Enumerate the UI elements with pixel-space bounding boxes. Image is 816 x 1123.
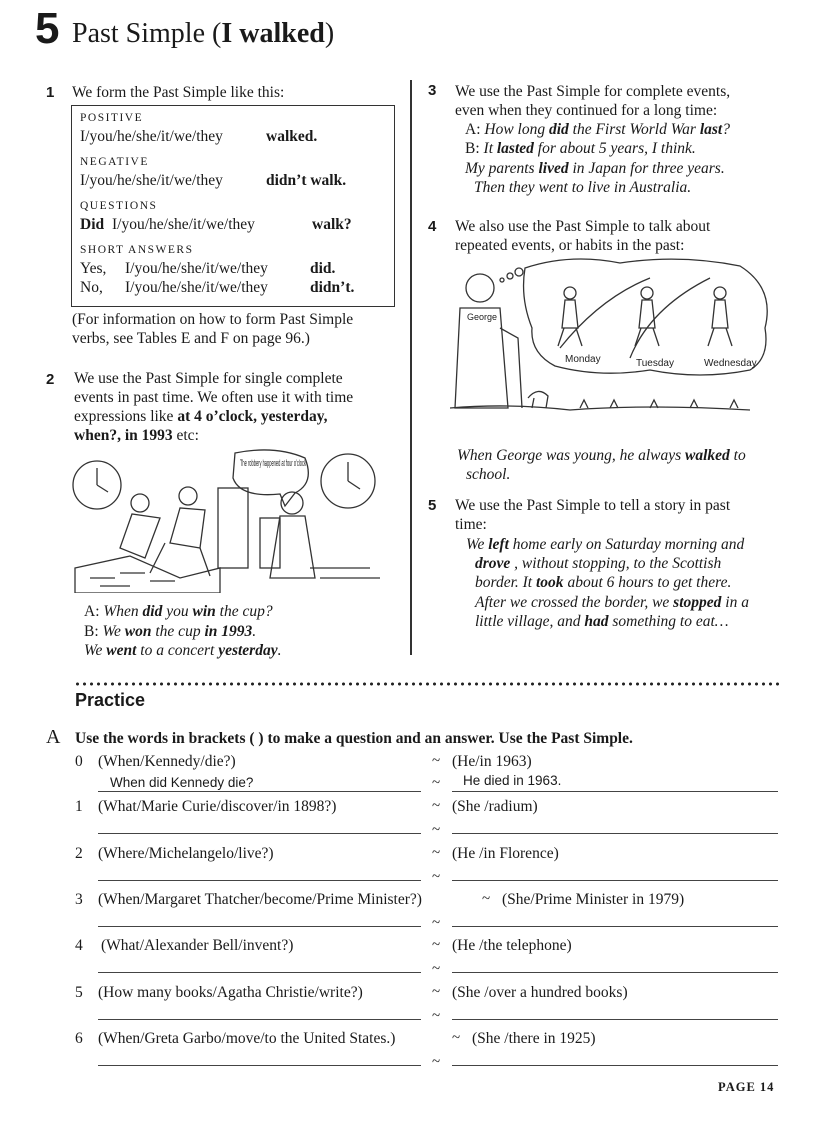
day-wednesday: Wednesday: [704, 358, 757, 369]
section-3-line-1: We use the Past Simple for complete events,: [455, 83, 731, 100]
robbery-illustration: [70, 448, 386, 593]
item-2-prompt: (Where/Michelangelo/live?): [98, 845, 274, 862]
item-6-tilde-2: ~: [432, 1054, 441, 1070]
short-no: No,: [80, 279, 103, 296]
positive-verb: walked.: [266, 128, 318, 145]
item-6-answer-prompt: (She /there in 1925): [472, 1030, 596, 1047]
question-did: Did: [80, 216, 105, 233]
item-1-question-line[interactable]: [98, 833, 421, 834]
section-5-story-5: little village, and had something to eat…: [475, 613, 729, 630]
day-monday: Monday: [565, 354, 601, 365]
item-3-answer-prompt: (She/Prime Minister in 1979): [502, 891, 685, 908]
short-yes-verb: did.: [310, 260, 336, 277]
column-divider: [410, 80, 412, 655]
section-2-dialog-c: We went to a concert yesterday.: [84, 642, 282, 659]
item-0-tilde-2: ~: [432, 775, 441, 791]
item-6-number: 6: [75, 1030, 83, 1047]
item-1-tilde-2: ~: [432, 822, 441, 838]
section-3-line-2: even when they continued for a long time:: [455, 102, 718, 119]
item-6-tilde: ~: [452, 1030, 461, 1046]
section-3-example-a: A: How long did the First World War last?: [465, 121, 730, 138]
item-5-number: 5: [75, 984, 83, 1001]
item-4-answer-line[interactable]: [452, 972, 778, 973]
section-4-caption-line-1: When George was young, he always walked to: [457, 447, 746, 464]
section-3-example-d: Then they went to live in Australia.: [474, 179, 692, 196]
section-1-number: 1: [46, 84, 55, 101]
section-1-intro: We form the Past Simple like this:: [72, 84, 285, 101]
item-2-question-line[interactable]: [98, 880, 421, 881]
section-3-number: 3: [428, 82, 437, 99]
positive-heading: POSITIVE: [80, 112, 144, 124]
item-0-question-written: When did Kennedy die?: [110, 775, 254, 790]
item-0-number: 0: [75, 753, 83, 770]
section-2-dialog-a: A: When did you win the cup?: [84, 603, 273, 620]
item-5-prompt: (How many books/Agatha Christie/write?): [98, 984, 363, 1001]
item-5-tilde-2: ~: [432, 1008, 441, 1024]
practice-heading: Practice: [75, 690, 146, 710]
item-4-answer-prompt: (He /the telephone): [452, 937, 572, 954]
section-2-line-4: when?, in 1993 etc:: [74, 427, 199, 444]
section-5-story-4: After we crossed the border, we stopped in a: [475, 594, 749, 611]
negative-heading: NEGATIVE: [80, 156, 149, 168]
item-3-prompt: (When/Margaret Thatcher/become/Prime Minister?): [98, 891, 422, 908]
questions-heading: QUESTIONS: [80, 200, 158, 212]
item-1-answer-line[interactable]: [452, 833, 778, 834]
item-0-tilde: ~: [432, 753, 441, 769]
item-2-answer-prompt: (He /in Florence): [452, 845, 559, 862]
item-1-number: 1: [75, 798, 83, 815]
item-3-tilde: ~: [482, 891, 491, 907]
short-no-verb: didn’t.: [310, 279, 355, 296]
item-1-tilde: ~: [432, 798, 441, 814]
item-3-tilde-2: ~: [432, 915, 441, 931]
exercise-instruction: Use the words in brackets ( ) to make a question and an answer. Use the Past Simple.: [75, 730, 633, 747]
question-verb: walk?: [312, 216, 352, 233]
short-yes-subject: I/you/he/she/it/we/they: [125, 260, 268, 277]
section-4-number: 4: [428, 218, 437, 235]
item-2-tilde-2: ~: [432, 869, 441, 885]
item-6-answer-line[interactable]: [452, 1065, 778, 1066]
george-illustration: [450, 258, 780, 420]
day-tuesday: Tuesday: [636, 358, 674, 369]
section-5-line-2: time:: [455, 516, 487, 533]
positive-subject: I/you/he/she/it/we/they: [80, 128, 223, 145]
section-5-story-3: border. It took about 6 hours to get there.: [475, 574, 732, 591]
section-1-note-line-1: (For information on how to form Past Simple: [72, 311, 354, 328]
practice-dotted-divider: [74, 681, 779, 687]
section-4-caption-line-2: school.: [466, 466, 511, 483]
item-4-prompt: (What/Alexander Bell/invent?): [101, 937, 294, 954]
item-4-number: 4: [75, 937, 83, 954]
item-5-answer-prompt: (She /over a hundred books): [452, 984, 628, 1001]
item-3-number: 3: [75, 891, 83, 908]
unit-number: 5: [35, 4, 60, 53]
short-yes: Yes,: [80, 260, 107, 277]
negative-verb: didn’t walk.: [266, 172, 347, 189]
robbery-bubble-text: The robbery happened at four o’clock: [240, 458, 307, 468]
item-0-answer-line: [452, 791, 778, 792]
section-5-story-1: We left home early on Saturday morning and: [466, 536, 745, 553]
section-5-story-2: drove , without stopping, to the Scottish: [475, 555, 722, 572]
item-5-tilde: ~: [432, 984, 441, 1000]
negative-subject: I/you/he/she/it/we/they: [80, 172, 223, 189]
page-number: PAGE 14: [718, 1080, 775, 1094]
section-5-line-1: We use the Past Simple to tell a story in past: [455, 497, 731, 514]
george-name-tag: George: [467, 312, 498, 322]
item-4-tilde: ~: [432, 937, 441, 953]
item-6-question-line[interactable]: [98, 1065, 421, 1066]
section-4-line-1: We also use the Past Simple to talk about: [455, 218, 711, 235]
item-2-number: 2: [75, 845, 83, 862]
item-5-question-line[interactable]: [98, 1019, 421, 1020]
item-4-tilde-2: ~: [432, 961, 441, 977]
section-4-line-2: repeated events, or habits in the past:: [455, 237, 685, 254]
past-simple-form-table: [71, 105, 395, 307]
item-3-answer-line[interactable]: [452, 926, 778, 927]
item-0-answer-prompt: (He/in 1963): [452, 753, 532, 770]
item-0-question-line: [98, 791, 421, 792]
unit-title: Past Simple (I walked): [72, 18, 335, 49]
section-3-example-b: B: It lasted for about 5 years, I think.: [465, 140, 696, 157]
item-6-prompt: (When/Greta Garbo/move/to the United States.): [98, 1030, 396, 1047]
item-1-answer-prompt: (She /radium): [452, 798, 538, 815]
section-5-number: 5: [428, 497, 437, 514]
item-0-prompt: (When/Kennedy/die?): [98, 753, 236, 770]
section-2-number: 2: [46, 371, 55, 388]
item-5-answer-line[interactable]: [452, 1019, 778, 1020]
section-2-line-1: We use the Past Simple for single complete: [74, 370, 343, 387]
item-2-tilde: ~: [432, 845, 441, 861]
item-1-prompt: (What/Marie Curie/discover/in 1898?): [98, 798, 337, 815]
item-2-answer-line[interactable]: [452, 880, 778, 881]
item-3-question-line[interactable]: [98, 926, 421, 927]
section-2-line-3: expressions like at 4 o’clock, yesterday,: [74, 408, 328, 425]
item-4-question-line[interactable]: [98, 972, 421, 973]
short-no-subject: I/you/he/she/it/we/they: [125, 279, 268, 296]
question-subject: I/you/he/she/it/we/they: [112, 216, 255, 233]
section-3-example-c: My parents lived in Japan for three years.: [465, 160, 725, 177]
item-0-answer-written: He died in 1963.: [463, 773, 562, 788]
section-1-note-line-2: verbs, see Tables E and F on page 96.): [72, 330, 310, 347]
exercise-letter: A: [46, 726, 61, 748]
short-answers-heading: SHORT ANSWERS: [80, 244, 194, 256]
section-2-line-2: events in past time. We often use it with time: [74, 389, 354, 406]
section-2-dialog-b: B: We won the cup in 1993.: [84, 623, 257, 640]
